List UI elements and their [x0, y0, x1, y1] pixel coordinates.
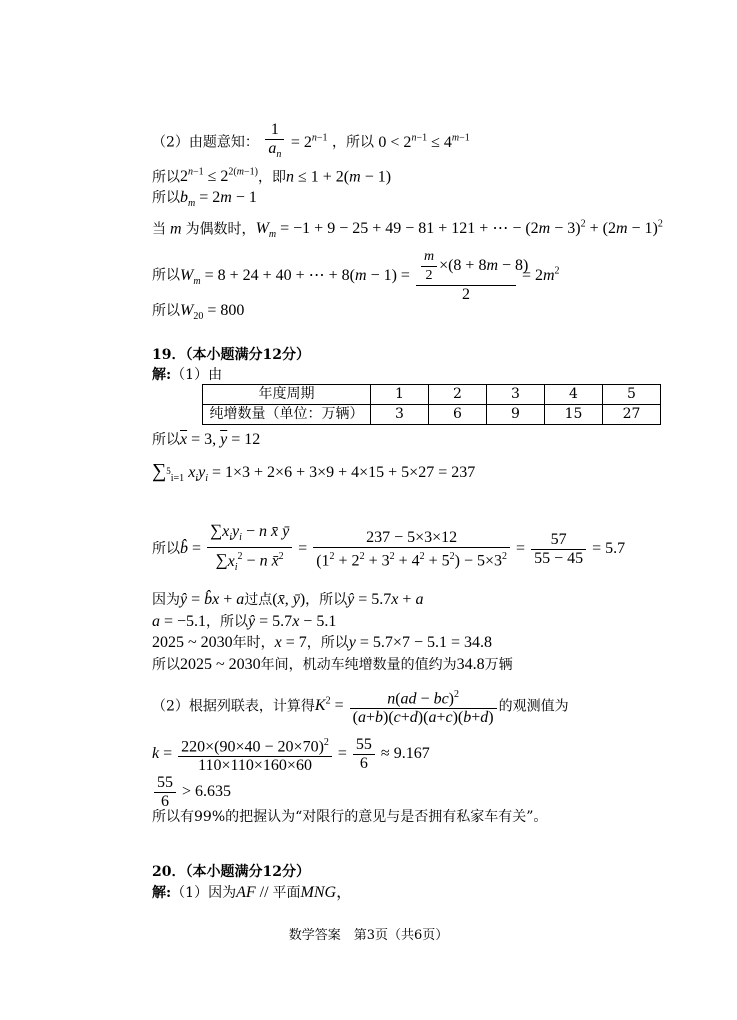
eq-bhat: b̂ = $\frac{\sum x_iy_i - n x̄ ȳ}{\sum x_i^2 - n x̄^2}$ = $\frac{237 - 5\times 3\times 12}{(1^2 + 2^2 + 3^2 + 4^2 + 5^2) - 5\times 3^2}$ = $\frac{57}{55 - 45}$ = 5.7 — [180, 521, 626, 573]
eq-yhat: ŷ = b̂x + a — [180, 591, 245, 608]
year-range: 2025 ~ 2030 — [152, 634, 233, 651]
line-e — [152, 302, 244, 326]
eq-sum-xy: ∑$^5_{i=1}$ $x_iy_i = 1\times 3 + 2\times 6 + 3\times 9 + 4\times 15 + 5\times 27 = 237$ — [152, 460, 476, 485]
line-b — [152, 189, 257, 213]
compare-line — [152, 774, 231, 811]
year-range-2: 2025 ~ 2030 — [180, 656, 261, 673]
q19-sol-text: （1）由 — [171, 367, 223, 383]
line-e-pre: 所以 — [152, 303, 180, 319]
value-34-8: 34.8 — [456, 656, 485, 673]
table-cell: 1 — [371, 385, 429, 405]
table-cell: 6 — [429, 405, 487, 425]
var-m: m — [166, 220, 186, 238]
eq-af: AF // — [236, 884, 273, 901]
conclusion1-post: 万辆 — [484, 657, 513, 673]
q20-sol-post: 平面 — [272, 885, 301, 901]
eq-w20: $W_{20} = 800$ — [180, 302, 245, 323]
eq-compare: $\frac{55}{6}$ > 6.635 — [152, 783, 231, 800]
final-conclusion: 所以有99%的把握认为“对限行的意见与是否拥有私家车有关”。 — [152, 809, 548, 825]
eq-an: = $2^{n-1}$ — [290, 132, 328, 151]
year-line — [152, 634, 492, 652]
eq-k-value: k = $\frac{220\times(90\times 40 - 20\times 70)^2}{110\times 110\times 160\times 60}$ = $\frac{55}{6}$ ≈ 9.167 — [152, 745, 430, 762]
table-cell: 3 — [487, 385, 545, 405]
part2-cont: ，所以 — [331, 134, 374, 151]
q20-heading: 20．（本小题满分12分） — [152, 864, 310, 880]
table-header-cell: 纯增数量（单位：万辆） — [203, 405, 371, 425]
line-a-pre: 所以 — [152, 169, 180, 186]
because-line — [152, 591, 423, 609]
table-cell: 5 — [603, 385, 661, 405]
because-mid2: ，所以 — [305, 592, 348, 608]
eq-yhat3: ŷ = 5.7x − 5.1 — [248, 613, 337, 630]
line-d — [152, 248, 560, 304]
ineq-1: $0 < 2^{n-1} \le 4^{m-1}$ — [378, 132, 470, 151]
part2b-pre: （2）根据列联表，计算得 — [152, 698, 315, 715]
q19-solution — [152, 366, 222, 384]
ineq-3: n ≤ 1 + 2(m − 1) — [285, 168, 392, 186]
data-table — [202, 384, 661, 425]
year-line-mid: ，所以 — [306, 635, 349, 651]
part2-intro: （2）由题意知： — [152, 134, 259, 151]
eq-point: (x̄, ȳ) — [272, 591, 306, 608]
frac-1-over-an: $\frac{1}{a_n}$ — [265, 121, 284, 164]
plane-mng: MNG， — [300, 884, 353, 901]
line-a-mid: ，即 — [257, 169, 286, 186]
line-d-pre: 所以 — [152, 267, 180, 284]
q19-sol-label: 解: — [152, 367, 172, 383]
page-footer: 数学答案 第3页（共6页） — [288, 928, 449, 943]
table-row — [203, 385, 661, 405]
eq-wm-sum: $W_m = 8 + 24 + 40$ + ⋯ + 8(m − 1) = $\frac{m}{2}$ ×(8 + 8m − 8) 2 = $2m^2$ — [180, 249, 560, 303]
eq-wm: $W_m = -1 + 9 - 25 + 49 - 81 + 121$ + ⋯ − $(2m - 3)^2 + (2m - 1)^2$ — [255, 219, 663, 241]
table-row — [203, 405, 661, 425]
mean-pre: 所以 — [152, 432, 180, 448]
a-line — [152, 613, 336, 631]
table-cell: 2 — [429, 385, 487, 405]
ineq-2: $2^{n-1} \le 2^{2(m-1)}$ — [180, 167, 258, 186]
q20-sol-label: 解: — [152, 885, 172, 901]
eq-bm: $b_m = 2m - 1$ — [180, 189, 257, 210]
table-cell: 9 — [487, 405, 545, 425]
q20-sol-text: （1）因为 — [171, 885, 237, 901]
bhat-line — [152, 522, 625, 577]
eq-means: $\overline{x} = 3$, $\overline{y} = 12$ — [180, 431, 261, 448]
mean-line — [152, 431, 260, 449]
part2-line — [152, 121, 470, 164]
line-c — [152, 216, 663, 245]
line-a — [152, 164, 391, 186]
eq-k2: $K^2$ = $\frac{n(ad - bc)^2}{(a+b)(c+d)(a+c)(b+d)}$ — [315, 697, 499, 714]
table-cell: 3 — [371, 405, 429, 425]
line-c-pre: 当 — [152, 221, 166, 238]
a-line-mid: ，所以 — [206, 614, 249, 630]
sum-line — [152, 462, 475, 488]
conclusion1-mid: 年间，机动车纯增数量的值约为 — [260, 657, 457, 673]
q20-solution — [152, 884, 352, 902]
bhat-pre: 所以 — [152, 541, 180, 558]
table-cell: 27 — [603, 405, 661, 425]
table-header-cell: 年度周期 — [203, 385, 371, 405]
line-c-mid: 为偶数时， — [185, 221, 256, 238]
conclusion1 — [152, 656, 513, 674]
part2b-post: 的观测值为 — [498, 698, 569, 715]
k-line — [152, 734, 430, 775]
q19-heading: 19．（本小题满分12分） — [152, 347, 310, 363]
eq-a: a = −5.1 — [152, 613, 207, 630]
line-b-pre: 所以 — [152, 190, 180, 206]
table-cell: 15 — [545, 405, 603, 425]
year-line-text: 年时， — [232, 635, 275, 651]
because-pre: 因为 — [152, 592, 180, 608]
because-mid: 过点 — [244, 592, 273, 608]
conclusion1-pre: 所以 — [152, 657, 180, 673]
eq-x7: x = 7 — [274, 634, 307, 651]
part2b-line — [152, 686, 569, 727]
eq-yhat2: ŷ = 5.7x + a — [347, 591, 424, 608]
table-cell: 4 — [545, 385, 603, 405]
eq-y-val: y = 5.7×7 − 5.1 = 34.8 — [348, 634, 492, 651]
